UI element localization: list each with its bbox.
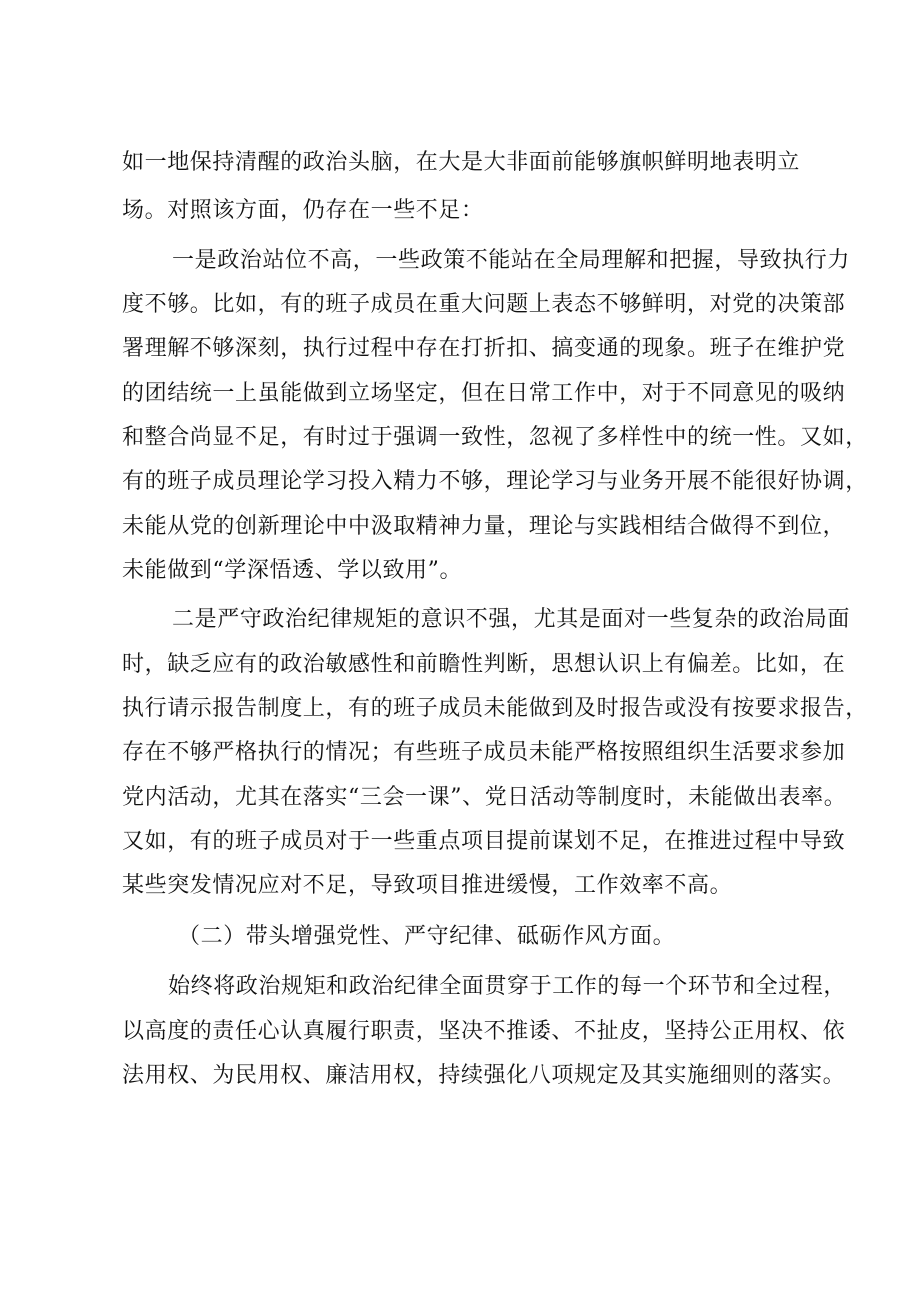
text-line: 执行请示报告制度上，有的班子成员未能做到及时报告或没有按要求报告，: [122, 696, 868, 721]
text-line: 署理解不够深刻，执行过程中存在打折扣、搞变通的现象。班子在维护党: [122, 336, 846, 361]
section-heading: （二）带头增强党性、严守纪律、砥砺作风方面。: [178, 924, 676, 949]
text-line: 始终将政治规矩和政治纪律全面贯穿于工作的每一个环节和全过程，: [168, 974, 847, 999]
text-line: 未能从党的创新理论中中汲取精神力量，理论与实践相结合做得不到位，: [122, 514, 846, 539]
text-line: 党内活动，尤其在落实“三会一课”、党日活动等制度时，未能做出表率。: [122, 785, 847, 810]
text-line: 场。对照该方面，仍存在一些不足：: [122, 198, 484, 223]
text-line: 时，缺乏应有的政治敏感性和前瞻性判断，思想认识上有偏差。比如，在: [122, 652, 846, 677]
text-line: 和整合尚显不足，有时过于强调一致性，忽视了多样性中的统一性。又如，: [122, 425, 868, 450]
text-line: 有的班子成员理论学习投入精力不够，理论学习与业务开展不能很好协调，: [122, 469, 868, 494]
text-line: 一是政治站位不高，一些政策不能站在全局理解和把握，导致执行力: [172, 248, 851, 273]
text-line: 度不够。比如，有的班子成员在重大问题上表态不够鲜明，对党的决策部: [122, 292, 846, 317]
text-line: 法用权、为民用权、廉洁用权，持续强化八项规定及其实施细则的落实。: [122, 1063, 846, 1088]
text-line: 存在不够严格执行的情况；有些班子成员未能严格按照组织生活要求参加: [122, 740, 846, 765]
text-line: 某些突发情况应对不足，导致项目推进缓慢，工作效率不高。: [122, 873, 733, 898]
text-line: 的团结统一上虽能做到立场坚定，但在日常工作中，对于不同意见的吸纳: [122, 381, 846, 406]
text-line: 又如，有的班子成员对于一些重点项目提前谋划不足，在推进过程中导致: [122, 829, 846, 854]
text-line: 如一地保持清醒的政治头脑，在大是大非面前能够旗帜鲜明地表明立: [122, 150, 801, 175]
text-line: 未能做到“学深悟透、学以致用”。: [122, 558, 463, 583]
text-line: 二是严守政治纪律规矩的意识不强，尤其是面对一些复杂的政治局面: [172, 607, 851, 632]
text-line: 以高度的责任心认真履行职责，坚决不推诿、不扯皮，坚持公正用权、依: [122, 1019, 846, 1044]
